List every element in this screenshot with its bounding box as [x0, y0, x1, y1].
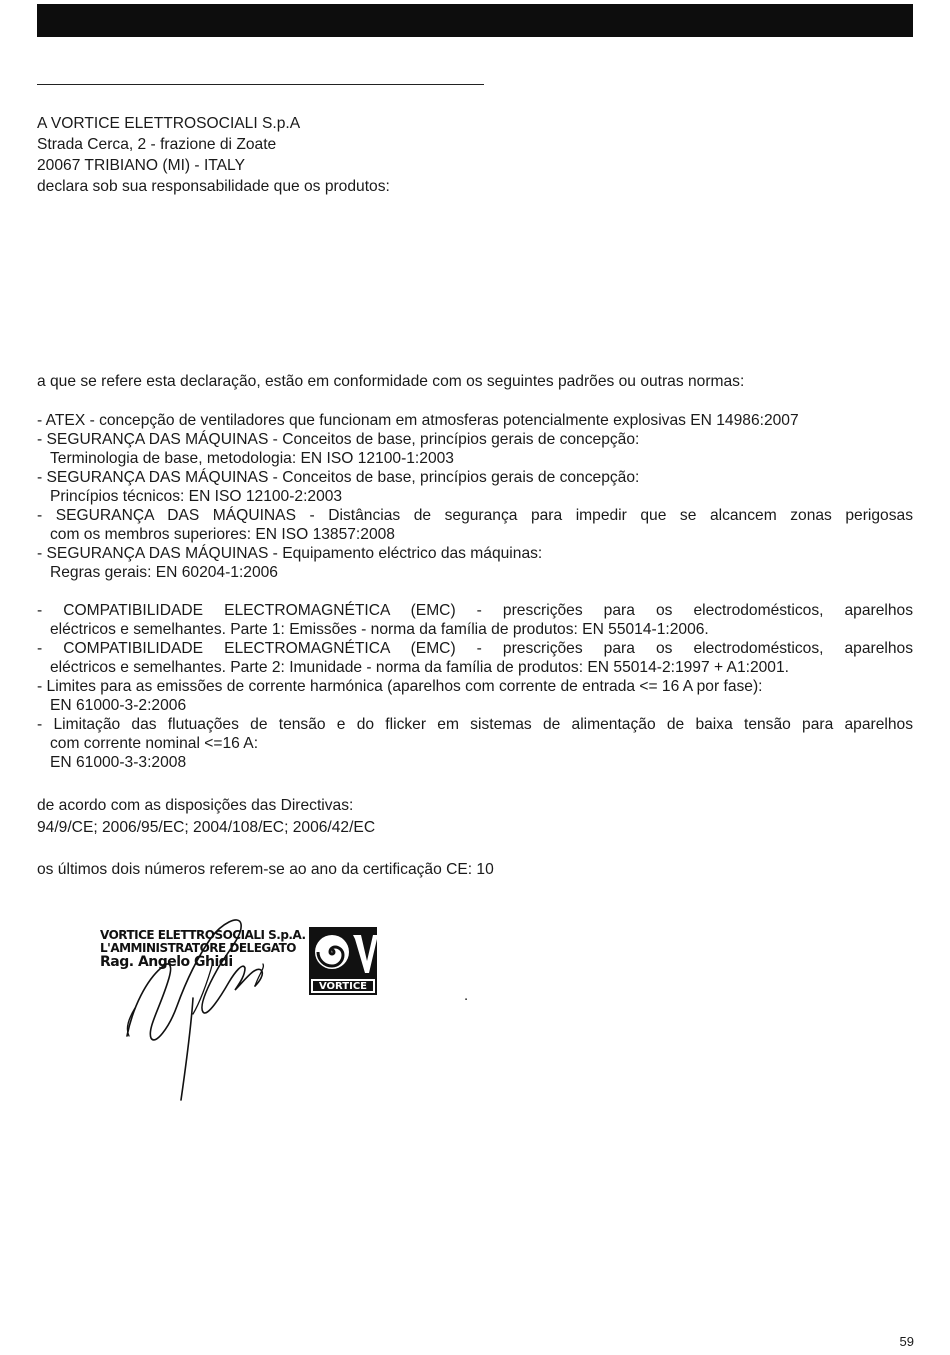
directives-list: 94/9/CE; 2006/95/EC; 2004/108/EC; 2006/42/EC	[37, 819, 376, 836]
company-name: A VORTICE ELETTROSOCIALI S.p.A	[37, 115, 301, 132]
standard-line: EN 61000-3-2:2006	[50, 697, 187, 714]
standard-line: EN 61000-3-3:2008	[50, 754, 187, 771]
conformity-intro	[37, 372, 913, 391]
standard-line: com os membros superiores: EN ISO 13857:2008	[50, 526, 395, 543]
standard-line: - ATEX - concepção de ventiladores que funcionam em atmosferas potencialmente explosivas EN 14986:2007	[37, 412, 799, 429]
stamp-line-role: L'AMMINISTRATORE DELEGATO	[100, 941, 296, 955]
directives	[37, 796, 913, 837]
certification-note	[37, 860, 913, 879]
declaration-text: declara sob sua responsabilidade que os produtos:	[37, 178, 390, 195]
page-number: 59	[899, 1334, 914, 1349]
standard-line: Terminologia de base, metodologia: EN ISO 12100-1:2003	[50, 450, 454, 467]
certification-year-text: os últimos dois números referem-se ao ano da certificação CE: 10	[37, 861, 494, 878]
standard-line: eléctricos e semelhantes. Parte 2: Imunidade - norma da família de produtos: EN 55014-2:1997 + A1:2001.	[50, 659, 789, 676]
standard-line: - SEGURANÇA DAS MÁQUINAS - Conceitos de base, princípios gerais de concepção:	[37, 469, 640, 486]
standard-line: - COMPATIBILIDADE ELECTROMAGNÉTICA (EMC) - prescrições para os electrodomésticos, aparelhos	[37, 602, 913, 619]
stray-dot: .	[464, 987, 469, 1004]
conformity-intro-text: a que se refere esta declaração, estão em conformidade com os seguintes padrões ou outras normas:	[37, 373, 745, 390]
company-city: 20067 TRIBIANO (MI) - ITALY	[37, 157, 245, 174]
title-rule	[37, 84, 484, 85]
standard-line: - Limites para as emissões de corrente harmónica (aparelhos com corrente de entrada <= 16 A por fase):	[37, 678, 763, 695]
standard-line: - SEGURANÇA DAS MÁQUINAS - Distâncias de segurança para impedir que se alcancem zonas perigosas	[37, 507, 913, 524]
company-street: Strada Cerca, 2 - frazione di Zoate	[37, 136, 277, 153]
stamp-line-name: Rag. Angelo Ghidi	[100, 954, 233, 970]
standard-line: - Limitação das flutuações de tensão e do flicker em sistemas de alimentação de baixa tensão para aparelhos	[37, 716, 913, 733]
vortice-logo	[309, 927, 377, 995]
standards-list-2	[37, 601, 913, 772]
signature-stamp	[95, 888, 395, 1108]
standard-line: eléctricos e semelhantes. Parte 1: Emissões - norma da família de produtos: EN 55014-1:2006.	[50, 621, 709, 638]
stamp-line-company: VORTICE ELETTROSOCIALI S.p.A.	[100, 928, 306, 942]
standard-line: - SEGURANÇA DAS MÁQUINAS - Conceitos de base, princípios gerais de concepção:	[37, 431, 640, 448]
directives-intro: de acordo com as disposições das Directivas:	[37, 797, 354, 814]
standard-line: - SEGURANÇA DAS MÁQUINAS - Equipamento eléctrico das máquinas:	[37, 545, 543, 562]
standard-line: Princípios técnicos: EN ISO 12100-2:2003	[50, 488, 343, 505]
standards-list-1	[37, 411, 913, 582]
company-address	[37, 114, 913, 196]
header-bar	[37, 4, 913, 37]
standard-line: - COMPATIBILIDADE ELECTROMAGNÉTICA (EMC) - prescrições para os electrodomésticos, aparelhos	[37, 640, 913, 657]
standard-line: com corrente nominal <=16 A:	[50, 735, 259, 752]
standard-line: Regras gerais: EN 60204-1:2006	[50, 564, 278, 581]
logo-text: VORTICE	[318, 981, 368, 992]
handwritten-signature	[95, 888, 395, 1108]
